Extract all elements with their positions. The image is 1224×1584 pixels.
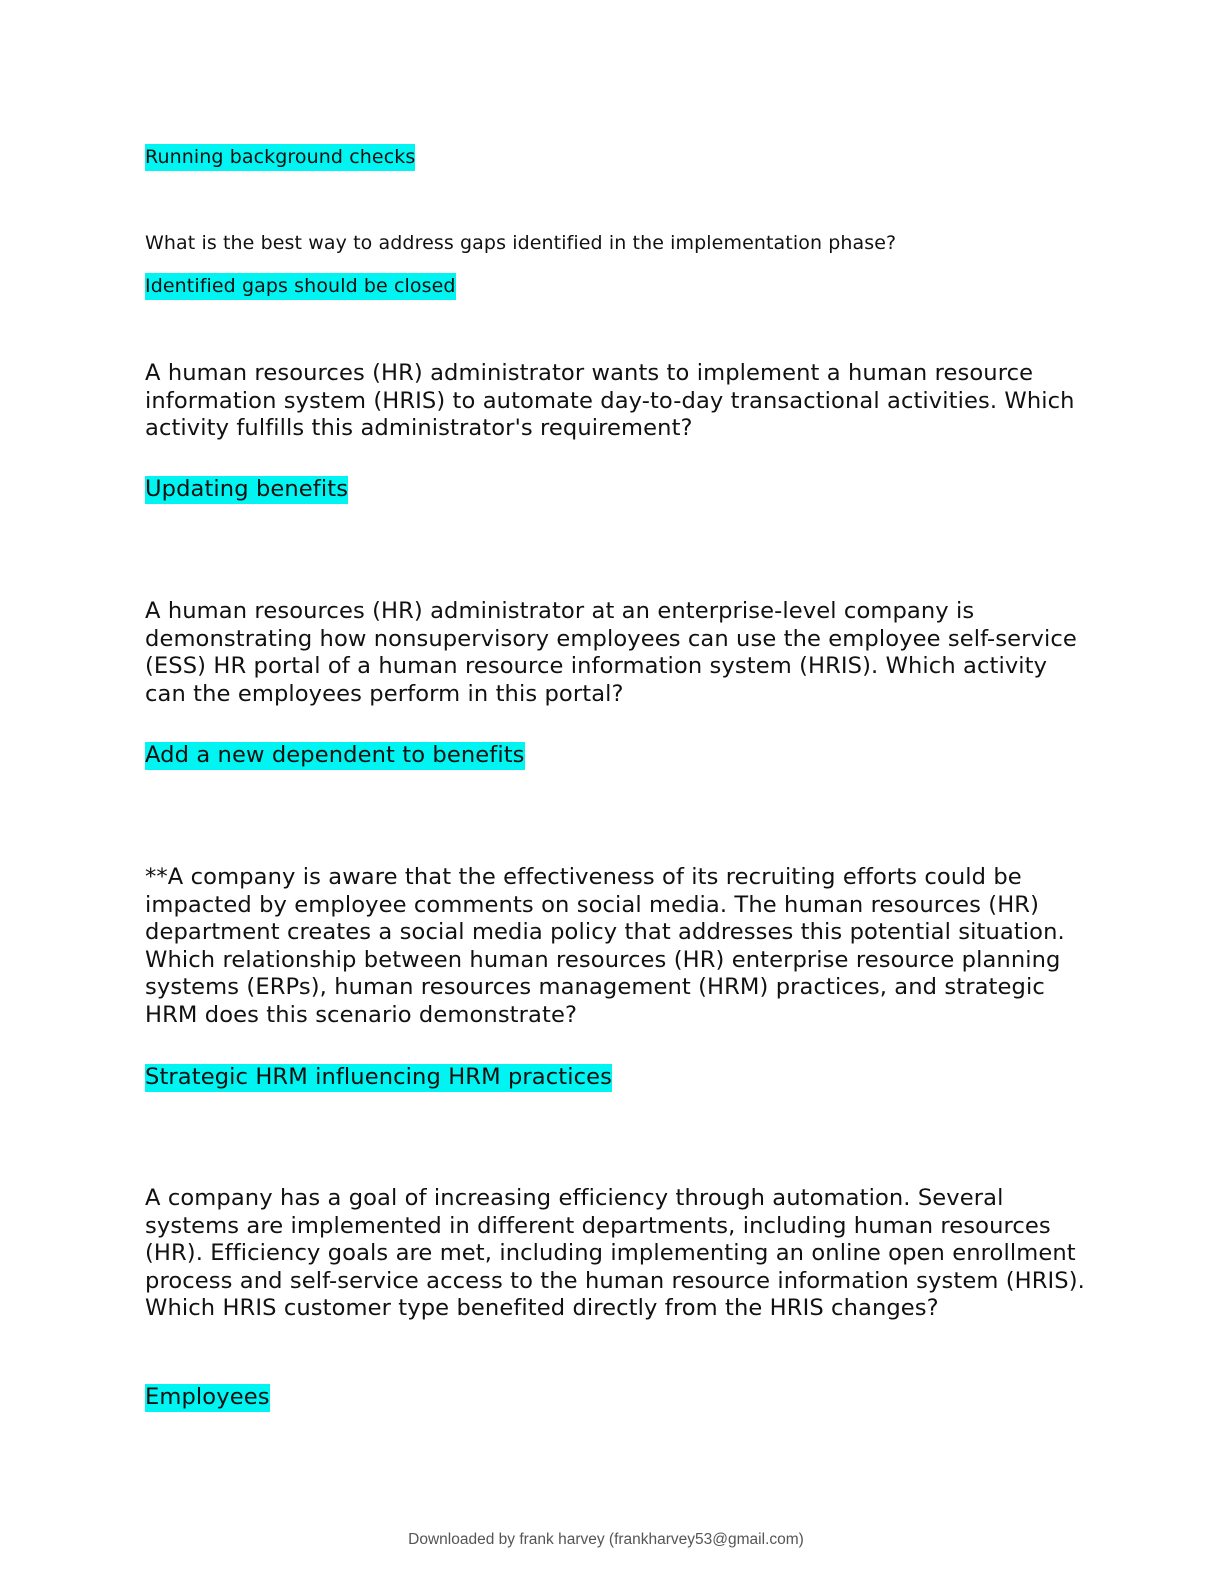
question-1: What is the best way to address gaps identified in the implementation phase? (145, 232, 897, 254)
question-5: A company has a goal of increasing efficiency through automation. Several systems are implemented in different departments, including human resources (HR). Efficiency goals are met, including implementing an online open enrollment process and self-service access to the human resource information system (HRIS). Which HRIS customer type benefited directly from the HRIS changes? (145, 1185, 1085, 1321)
download-footer: Downloaded by frank harvey (frankharvey53@gmail.com) (408, 1531, 804, 1548)
question-2: A human resources (HR) administrator wants to implement a human resource information system (HRIS) to automate day-to-day transactional activities. Which activity fulfills this administrator's requirement? (145, 360, 1075, 441)
answer-6 (145, 1384, 270, 1412)
answer-highlight: Updating benefits (145, 476, 349, 502)
answer-1 (145, 144, 415, 171)
answer-highlight: Identified gaps should be closed (145, 273, 456, 300)
answer-highlight: Running background checks (145, 144, 415, 171)
question-4: **A company is aware that the effectiveness of its recruiting efforts could be impacted by employee comments on social media. The human resources (HR) department creates a social media policy that addresses this potential situation. Which relationship between human resources (HR) enterprise resource planning systems (ERPs), human resources management (HRM) practices, and strategic HRM does this scenario demonstrate? (145, 864, 1065, 1028)
answer-4 (145, 742, 525, 770)
answer-highlight: Employees (145, 1384, 270, 1410)
answer-5 (145, 1064, 612, 1092)
answer-3 (145, 476, 348, 504)
question-3: A human resources (HR) administrator at an enterprise-level company is demonstrating how nonsupervisory employees can use the employee self-service (ESS) HR portal of a human resource information system (HRIS). Which activity can the employees perform in this portal? (145, 598, 1077, 707)
answer-highlight: Add a new dependent to benefits (145, 742, 525, 768)
answer-2 (145, 273, 456, 300)
answer-highlight: Strategic HRM influencing HRM practices (145, 1064, 612, 1090)
